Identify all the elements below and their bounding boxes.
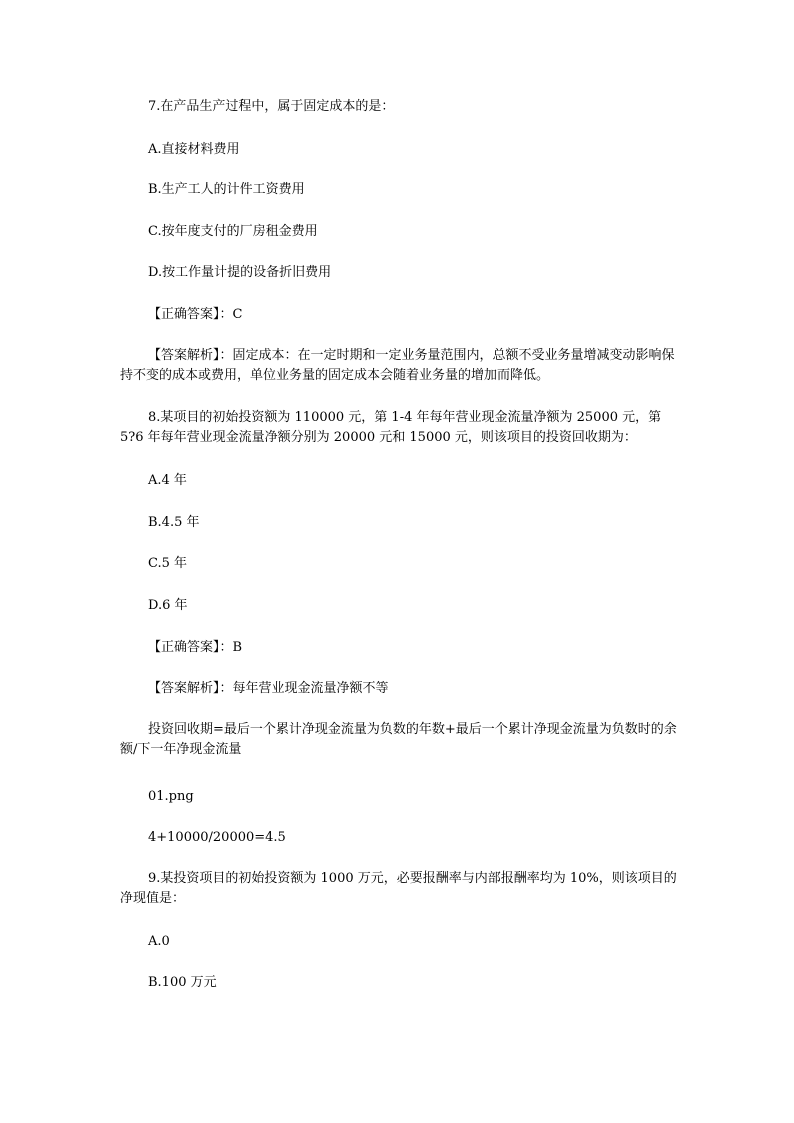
question-9-option-a: A.0 bbox=[148, 934, 170, 949]
question-8-calculation: 4+10000/20000=4.5 bbox=[148, 830, 286, 845]
question-9-stem: 9.某投资项目的初始投资额为 1000 万元，必要报酬率与内部报酬率均为 10%，则该项目的净现值是： bbox=[120, 871, 677, 906]
question-7-option-c: C.按年度支付的厂房租金费用 bbox=[148, 224, 318, 239]
question-7-answer: 【正确答案】：C bbox=[148, 307, 243, 322]
question-9-option-b: B.100 万元 bbox=[148, 975, 217, 990]
question-7-stem: 7.在产品生产过程中，属于固定成本的是： bbox=[148, 99, 395, 114]
question-8-option-d: D.6 年 bbox=[148, 598, 188, 613]
question-8-stem: 8.某项目的初始投资额为 110000 元，第 1-4 年每年营业现金流量净额为 25000 元，第 5?6 年每年营业现金流量净额分别为 20000 元和 15000 元，则该项目的投资回收期为： bbox=[120, 410, 662, 445]
question-8-option-a: A.4 年 bbox=[148, 473, 187, 488]
question-8-analysis: 【答案解析】：每年营业现金流量净额不等 bbox=[148, 681, 389, 696]
question-7-option-a: A.直接材料费用 bbox=[148, 142, 240, 157]
question-8-image-ref: 01.png bbox=[148, 789, 194, 804]
question-8-option-b: B.4.5 年 bbox=[148, 515, 200, 530]
question-7-analysis: 【答案解析】：固定成本：在一定时期和一定业务量范围内，总额不受业务量增减变动影响保持不变的成本或费用，单位业务量的固定成本会随着业务量的增加而降低。 bbox=[120, 348, 675, 383]
question-8-formula: 投资回收期=最后一个累计净现金流量为负数的年数+最后一个累计净现金流量为负数时的余额/下一年净现金流量 bbox=[120, 722, 677, 757]
question-7-option-d: D.按工作量计提的设备折旧费用 bbox=[148, 265, 332, 280]
question-8-option-c: C.5 年 bbox=[148, 556, 188, 571]
question-8-answer: 【正确答案】：B bbox=[148, 640, 243, 655]
question-7-option-b: B.生产工人的计件工资费用 bbox=[148, 182, 305, 197]
